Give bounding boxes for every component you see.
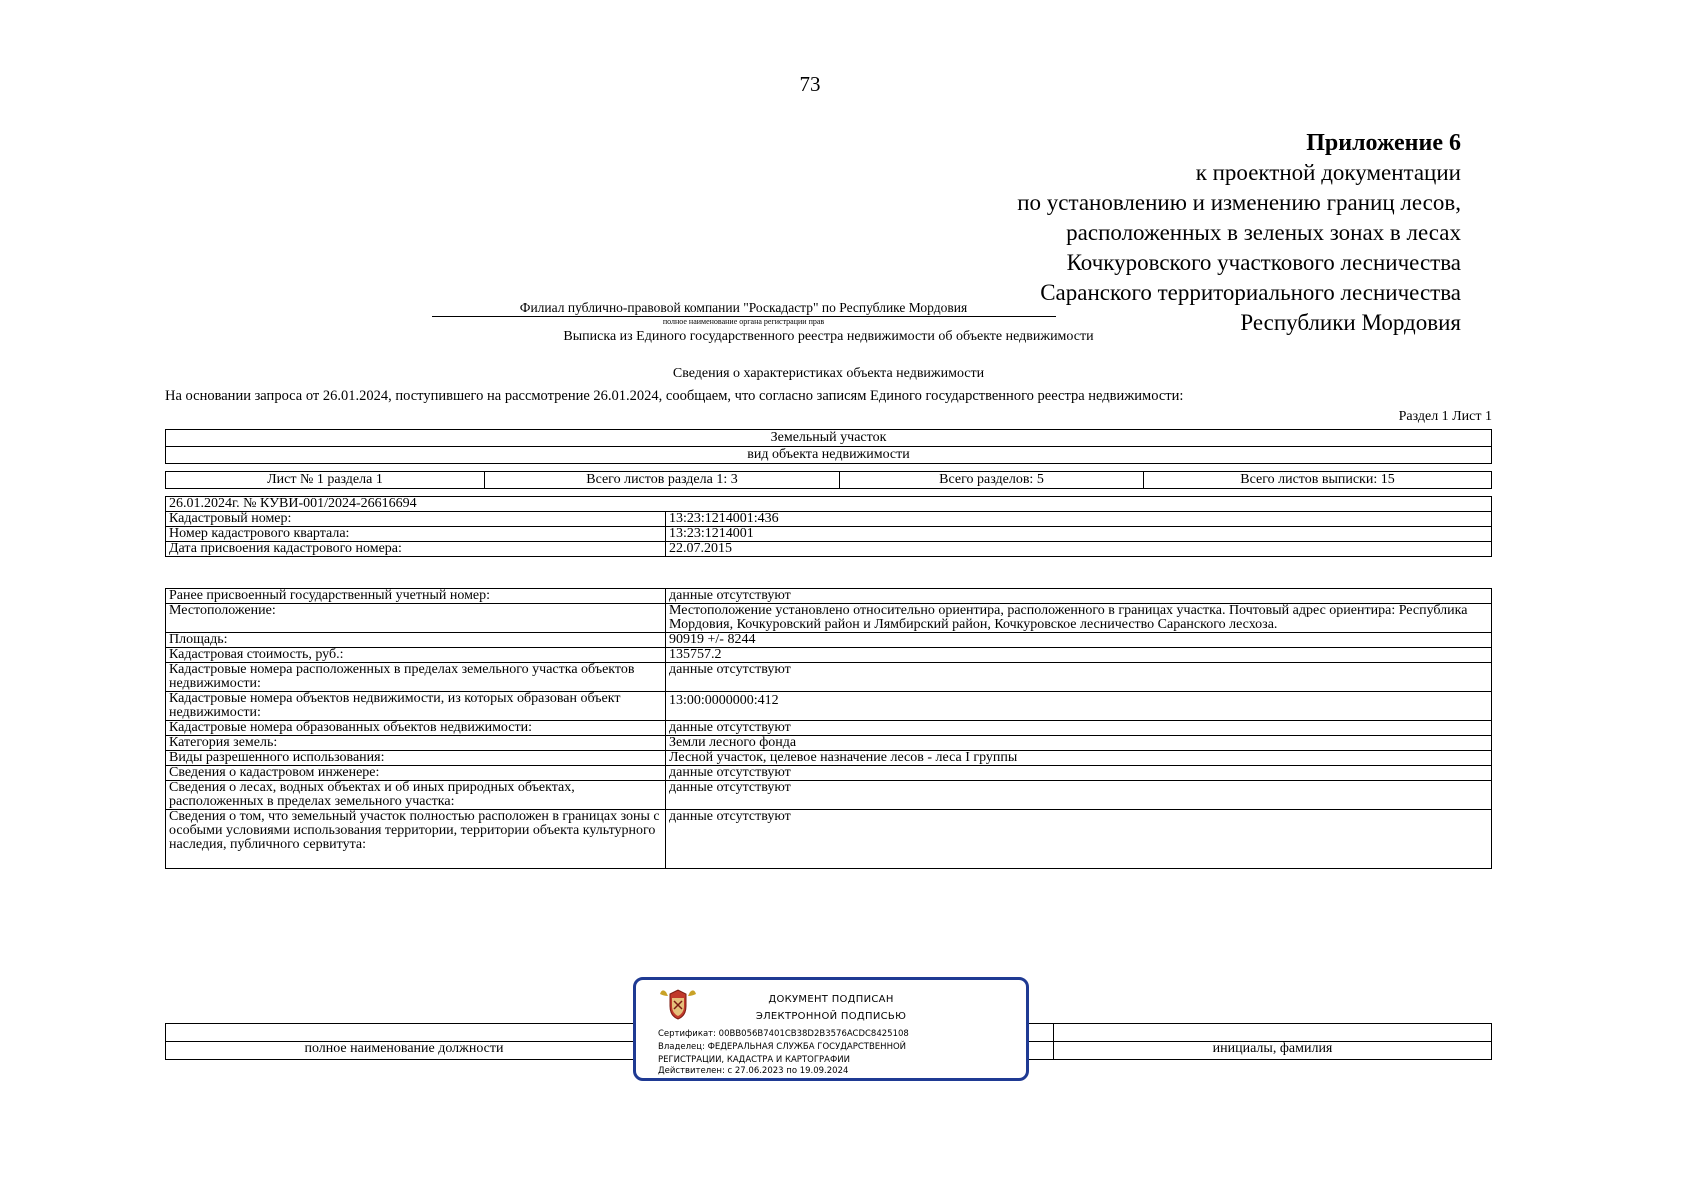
detail-value: Местоположение установлено относительно ориентира, расположенного в границах участка. Почтовый адрес ориентира: Республика Мордовия, Кочкуровский район и Лямбирский район, Кочкуровское лесничество Саранского лесхоза. [666,604,1492,633]
total-extract-sheets: Всего листов выписки: 15 [1144,472,1492,489]
appendix-line: к проектной документации [1195,160,1461,185]
organization-caption: полное наименование органа регистрации прав [662,317,825,326]
table-row [166,751,1492,766]
object-type-table [165,429,1492,464]
detail-value: данные отсутствуют [666,766,1492,781]
appendix-line: расположенных в зеленых зонах в лесах [1066,220,1461,245]
detail-label: Категория земель: [166,736,666,751]
record-value: 22.07.2015 [666,542,1492,557]
detail-label: Кадастровые номера образованных объектов недвижимости: [166,721,666,736]
object-type-caption: вид объекта недвижимости [166,447,1492,464]
extract-title: Выписка из Единого государственного реестра недвижимости об объекте недвижимости [563,329,1094,344]
detail-value: данные отсутствуют [666,810,1492,869]
table-row [166,604,1492,633]
table-row [166,721,1492,736]
table-row [166,736,1492,751]
electronic-signature-stamp [633,977,1029,1081]
signature-cell [1054,1024,1492,1042]
stamp-owner-1: Владелец: ФЕДЕРАЛЬНАЯ СЛУЖБА ГОСУДАРСТВЕННОЙ [658,1042,907,1052]
detail-label: Сведения о том, что земельный участок полностью расположен в границах зоны с особыми условиями использования территории, территории объекта культурного наследия, публичного сервитута: [166,810,666,869]
sheets-table [165,471,1492,489]
stamp-certificate: Сертификат: 00BB056B7401CB38D2B3576ACDC8425108 [658,1029,909,1039]
record-label: Дата присвоения кадастрового номера: [166,542,666,557]
organization-header [165,300,1492,345]
detail-label: Сведения о кадастровом инженере: [166,766,666,781]
page-number: 73 [799,72,821,96]
position-caption: полное наименование должности [166,1042,643,1060]
detail-label: Местоположение: [166,604,666,633]
request-text: На основании запроса от 26.01.2024, поступившего на рассмотрение 26.01.2024, сообщаем, что согласно записям Единого государственного реестра недвижимости: [165,388,1184,404]
detail-label: Площадь: [166,633,666,648]
record-label: Кадастровый номер: [166,512,666,527]
total-section-sheets: Всего листов раздела 1: 3 [485,472,840,489]
detail-label: Ранее присвоенный государственный учетный номер: [166,589,666,604]
detail-value: 135757.2 [666,648,1492,663]
table-row [166,648,1492,663]
table-row [166,633,1492,648]
table-row [166,663,1492,692]
object-type: Земельный участок [166,430,1492,447]
stamp-owner-2: РЕГИСТРАЦИИ, КАДАСТРА И КАРТОГРАФИИ [658,1055,850,1065]
details-table [165,588,1492,869]
detail-value: Земли лесного фонда [666,736,1492,751]
detail-value: данные отсутствуют [666,589,1492,604]
section-title: Сведения о характеристиках объекта недвижимости [672,366,985,381]
table-row [166,810,1492,869]
table-row [166,781,1492,810]
table-row [166,766,1492,781]
total-sections: Всего разделов: 5 [840,472,1144,489]
stamp-line-2: ЭЛЕКТРОННОЙ ПОДПИСЬЮ [755,1011,907,1022]
appendix-line: по установлению и изменению границ лесов, [1017,190,1461,215]
detail-value: данные отсутствуют [666,781,1492,810]
organization-name: Филиал публично-правовой компании "Роскадастр" по Республике Мордовия [432,300,1056,317]
detail-label: Виды разрешенного использования: [166,751,666,766]
name-caption: инициалы, фамилия [1054,1042,1492,1060]
sheet-number: Лист № 1 раздела 1 [166,472,485,489]
detail-label: Кадастровая стоимость, руб.: [166,648,666,663]
record-label: Номер кадастрового квартала: [166,527,666,542]
table-row [166,589,1492,604]
appendix-title: Приложение 6 [1306,130,1461,156]
record-table [165,496,1492,557]
record-date-number: 26.01.2024г. № КУВИ-001/2024-26616694 [166,497,1492,512]
detail-value: Лесной участок, целевое назначение лесов - леса I группы [666,751,1492,766]
table-row [166,692,1492,721]
detail-label: Кадастровые номера расположенных в пределах земельного участка объектов недвижимости: [166,663,666,692]
appendix-line: Республики Мордовия [1240,310,1461,335]
stamp-validity: Действителен: с 27.06.2023 по 19.09.2024 [658,1066,849,1076]
appendix-line: Саранского территориального лесничества [1040,280,1461,305]
detail-value: данные отсутствуют [666,663,1492,692]
section-sheet-label: Раздел 1 Лист 1 [1398,409,1492,424]
detail-label: Сведения о лесах, водных объектах и об иных природных объектах, расположенных в пределах земельного участка: [166,781,666,810]
stamp-line-1: ДОКУМЕНТ ПОДПИСАН [768,994,894,1005]
detail-value: 90919 +/- 8244 [666,633,1492,648]
detail-value: 13:00:0000000:412 [666,692,1492,721]
record-value: 13:23:1214001:436 [666,512,1492,527]
record-value: 13:23:1214001 [666,527,1492,542]
appendix-line: Кочкуровского участкового лесничества [1066,250,1461,275]
detail-label: Кадастровые номера объектов недвижимости, из которых образован объект недвижимости: [166,692,666,721]
signature-cell [166,1024,643,1042]
detail-value: данные отсутствуют [666,721,1492,736]
